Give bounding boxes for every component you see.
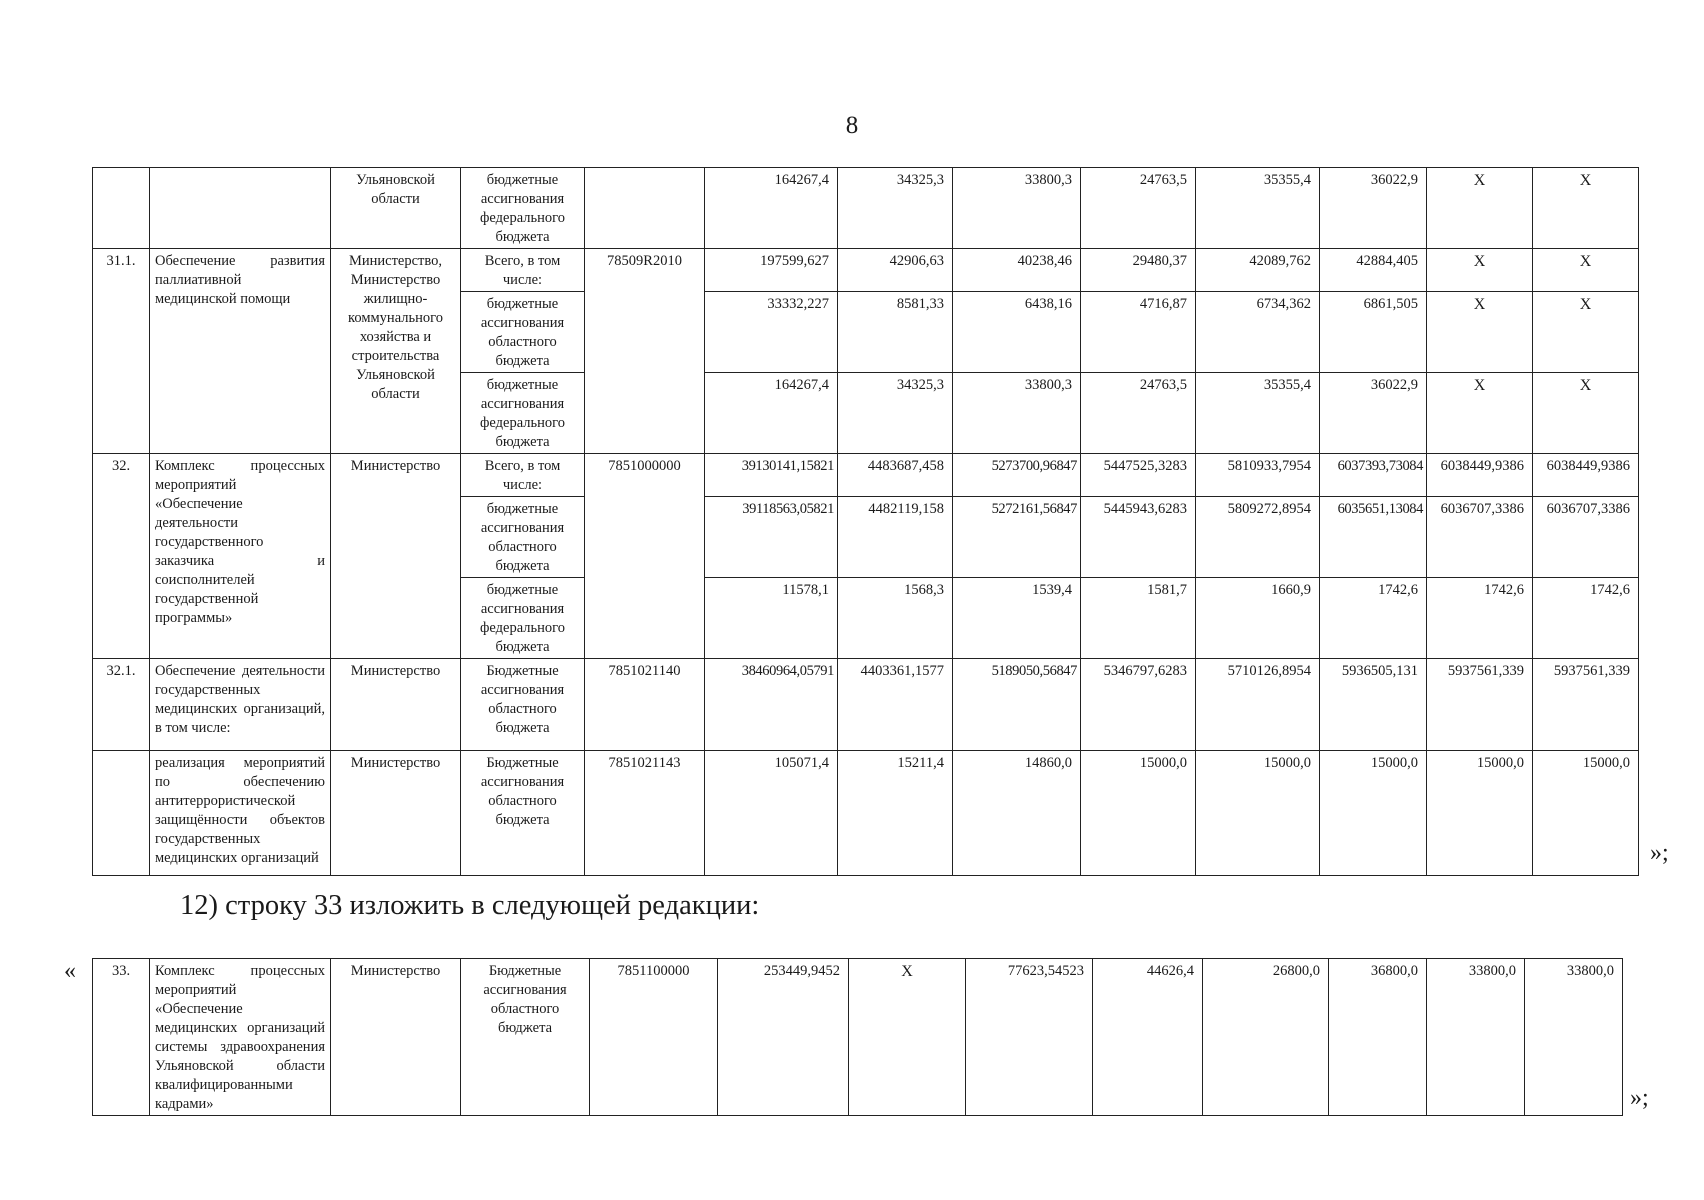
table-row [93, 168, 1639, 249]
page-number: 8 [845, 112, 859, 139]
value-cell: X [1533, 292, 1639, 373]
value-cell: 6734,362 [1196, 292, 1320, 373]
row-33-table [92, 958, 1623, 1116]
value-cell: 6038449,9386 [1533, 454, 1639, 497]
opening-quote: « [64, 958, 76, 984]
value-cell: 4716,87 [1081, 292, 1196, 373]
value-cell: 44626,4 [1093, 959, 1203, 1116]
amendment-instruction: 12) строку 33 изложить в следующей редакции: [180, 890, 760, 921]
value-cell: 1568,3 [838, 578, 953, 659]
value-cell: 5273700,96847 [953, 454, 1081, 497]
value-cell: 33332,227 [705, 292, 838, 373]
value-cell: 164267,4 [705, 373, 838, 454]
value-cell: 34325,3 [838, 373, 953, 454]
value-cell: 24763,5 [1081, 168, 1196, 249]
responsible-executor: Министерство [331, 454, 461, 659]
funding-source: бюджетные ассигнования федерального бюджета [461, 373, 585, 454]
value-cell: X [1533, 168, 1639, 249]
value-cell: 33800,3 [953, 168, 1081, 249]
value-cell: 5937561,339 [1427, 659, 1533, 751]
responsible-executor: Министерство, Министерство жилищно-коммунального хозяйства и строительства Ульяновской области [331, 249, 461, 454]
value-cell: 29480,37 [1081, 249, 1196, 292]
value-cell: 38460964,05791 [705, 659, 838, 751]
value-cell: 15000,0 [1533, 751, 1639, 876]
budget-code: 7851000000 [585, 454, 705, 659]
value-cell: 36800,0 [1329, 959, 1427, 1116]
value-cell: 35355,4 [1196, 168, 1320, 249]
table-row [93, 454, 1639, 497]
value-cell: X [1427, 249, 1533, 292]
value-cell: 15000,0 [1320, 751, 1427, 876]
funding-source: бюджетные ассигнования федерального бюджета [461, 578, 585, 659]
row-number [93, 168, 150, 249]
funding-source: Бюджетные ассигнования областного бюджета [461, 959, 590, 1116]
budget-code: 7851100000 [590, 959, 718, 1116]
value-cell: 1660,9 [1196, 578, 1320, 659]
value-cell: 197599,627 [705, 249, 838, 292]
table-row [93, 751, 1639, 876]
value-cell: 1742,6 [1320, 578, 1427, 659]
funding-source: Всего, в том числе: [461, 454, 585, 497]
value-cell: X [1533, 249, 1639, 292]
value-cell: 5936505,131 [1320, 659, 1427, 751]
value-cell: 1742,6 [1427, 578, 1533, 659]
value-cell: 5346797,6283 [1081, 659, 1196, 751]
value-cell: 1581,7 [1081, 578, 1196, 659]
responsible-executor: Министерство [331, 659, 461, 751]
value-cell: 15000,0 [1427, 751, 1533, 876]
table-row [93, 249, 1639, 292]
value-cell: 5809272,8954 [1196, 497, 1320, 578]
value-cell: X [1427, 373, 1533, 454]
value-cell: 5447525,3283 [1081, 454, 1196, 497]
budget-code: 7851021143 [585, 751, 705, 876]
value-cell: 4482119,158 [838, 497, 953, 578]
budget-code: 7851021140 [585, 659, 705, 751]
value-cell: 33800,0 [1427, 959, 1525, 1116]
value-cell: 4403361,1577 [838, 659, 953, 751]
responsible-executor: Ульяновской области [331, 168, 461, 249]
measure-name: Обеспечение развития паллиативной медицинской помощи [150, 249, 331, 454]
value-cell: 1742,6 [1533, 578, 1639, 659]
value-cell: X [1533, 373, 1639, 454]
value-cell: 42906,63 [838, 249, 953, 292]
funding-source: Бюджетные ассигнования областного бюджета [461, 659, 585, 751]
value-cell: X [1427, 292, 1533, 373]
value-cell: 34325,3 [838, 168, 953, 249]
closing-quote: »; [1650, 840, 1669, 866]
value-cell: 39130141,15821 [705, 454, 838, 497]
value-cell: 33800,3 [953, 373, 1081, 454]
value-cell: 39118563,05821 [705, 497, 838, 578]
value-cell: 5272161,56847 [953, 497, 1081, 578]
funding-source: Всего, в том числе: [461, 249, 585, 292]
value-cell: 6036707,3386 [1427, 497, 1533, 578]
value-cell: 11578,1 [705, 578, 838, 659]
value-cell: 4483687,458 [838, 454, 953, 497]
value-cell: 6036707,3386 [1533, 497, 1639, 578]
value-cell: 6035651,13084 [1320, 497, 1427, 578]
value-cell: 36022,9 [1320, 168, 1427, 249]
value-cell: 15000,0 [1196, 751, 1320, 876]
row-number: 31.1. [93, 249, 150, 454]
value-cell: 164267,4 [705, 168, 838, 249]
measure-name: реализация мероприятий по обеспечению антитеррористической защищённости объектов государственных медицинских организаций [150, 751, 331, 876]
value-cell: 5937561,339 [1533, 659, 1639, 751]
value-cell: 5445943,6283 [1081, 497, 1196, 578]
program-table [92, 167, 1639, 876]
value-cell: 5189050,56847 [953, 659, 1081, 751]
value-cell: 6861,505 [1320, 292, 1427, 373]
value-cell: 5710126,8954 [1196, 659, 1320, 751]
value-cell: 77623,54523 [966, 959, 1093, 1116]
value-cell: 6037393,73084 [1320, 454, 1427, 497]
row-number: 32.1. [93, 659, 150, 751]
responsible-executor: Министерство [331, 959, 461, 1116]
value-cell: 40238,46 [953, 249, 1081, 292]
budget-code [585, 168, 705, 249]
value-cell: 1539,4 [953, 578, 1081, 659]
responsible-executor: Министерство [331, 751, 461, 876]
value-cell: 36022,9 [1320, 373, 1427, 454]
measure-name: Обеспечение деятельности государственных медицинских организаций, в том числе: [150, 659, 331, 751]
value-cell: 253449,9452 [718, 959, 849, 1116]
value-cell: X [1427, 168, 1533, 249]
funding-source: бюджетные ассигнования областного бюджета [461, 292, 585, 373]
budget-code: 78509R2010 [585, 249, 705, 454]
table-row [93, 659, 1639, 751]
value-cell: 6438,16 [953, 292, 1081, 373]
measure-name: Комплекс процессных мероприятий «Обеспечение медицинских организаций системы здравоохранения Ульяновской области квалифицированными кадрами» [150, 959, 331, 1116]
value-cell: 24763,5 [1081, 373, 1196, 454]
funding-source: бюджетные ассигнования областного бюджета [461, 497, 585, 578]
value-cell: 42884,405 [1320, 249, 1427, 292]
table-row [93, 959, 1623, 1116]
value-cell: 26800,0 [1203, 959, 1329, 1116]
row-number [93, 751, 150, 876]
value-cell: X [849, 959, 966, 1116]
row-number: 33. [93, 959, 150, 1116]
value-cell: 8581,33 [838, 292, 953, 373]
value-cell: 6038449,9386 [1427, 454, 1533, 497]
measure-name: Комплекс процессных мероприятий «Обеспечение деятельности государственного заказчика и соисполнителей государственной программы» [150, 454, 331, 659]
measure-name [150, 168, 331, 249]
closing-quote-2: »; [1630, 1085, 1649, 1111]
value-cell: 5810933,7954 [1196, 454, 1320, 497]
funding-source: Бюджетные ассигнования областного бюджета [461, 751, 585, 876]
value-cell: 33800,0 [1525, 959, 1623, 1116]
value-cell: 35355,4 [1196, 373, 1320, 454]
value-cell: 42089,762 [1196, 249, 1320, 292]
row-number: 32. [93, 454, 150, 659]
value-cell: 15000,0 [1081, 751, 1196, 876]
value-cell: 105071,4 [705, 751, 838, 876]
value-cell: 14860,0 [953, 751, 1081, 876]
value-cell: 15211,4 [838, 751, 953, 876]
funding-source: бюджетные ассигнования федерального бюджета [461, 168, 585, 249]
